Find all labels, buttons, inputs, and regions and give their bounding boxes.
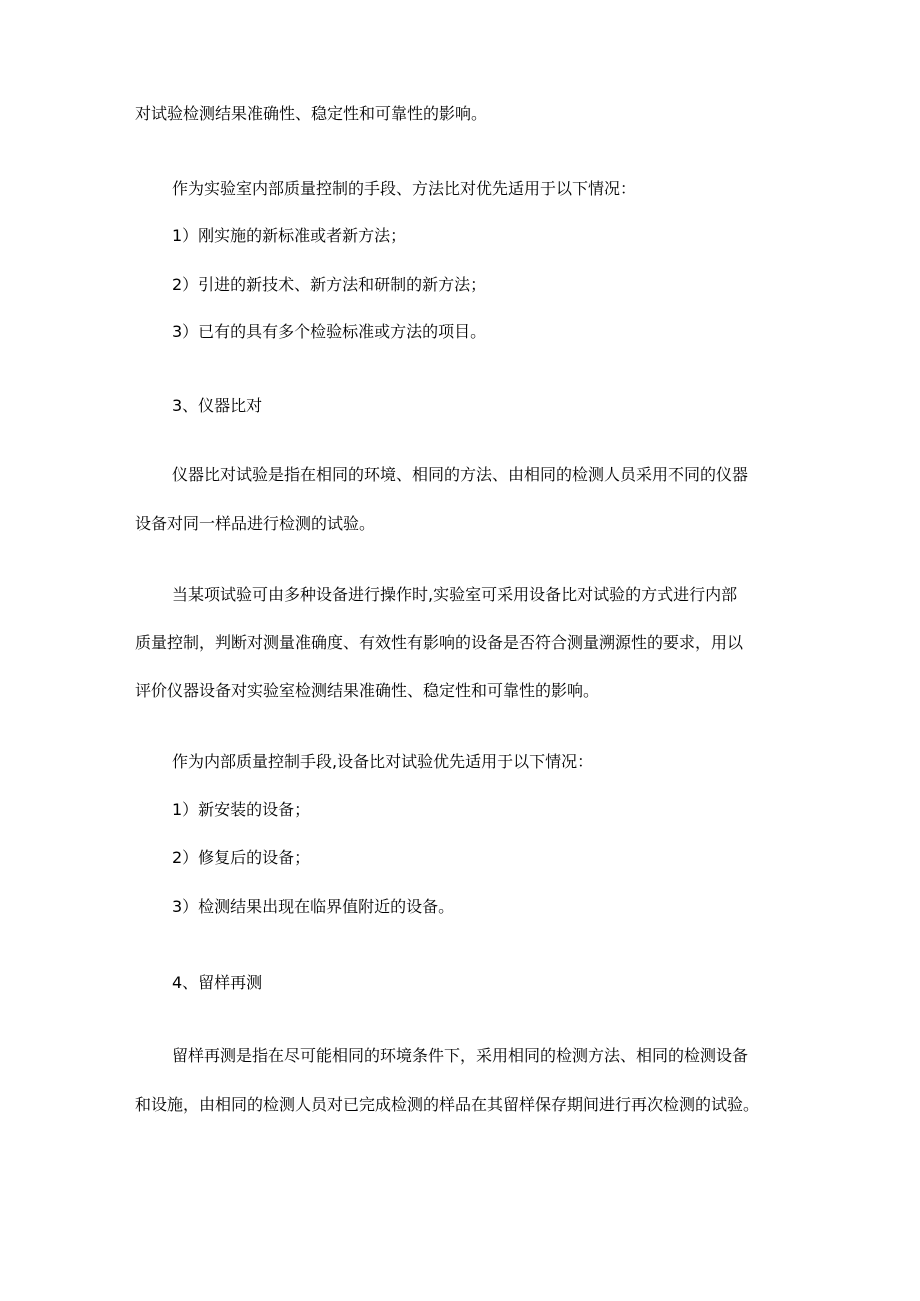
text-line: 留样再测是指在尽可能相同的环境条件下，采用相同的检测方法、相同的检测设备: [172, 1046, 749, 1065]
text-line: 作为实验室内部质量控制的手段、方法比对优先适用于以下情况：: [172, 179, 637, 198]
text-line: 质量控制，判断对测量准确度、有效性有影响的设备是否符合测量溯源性的要求，用以: [135, 633, 744, 652]
text-line: 对试验检测结果准确性、稳定性和可靠性的影响。: [135, 104, 488, 123]
list-item: 1）刚实施的新标准或者新方法；: [172, 226, 407, 245]
text-line: 当某项试验可由多种设备进行操作时,实验室可采用设备比对试验的方式进行内部: [172, 585, 738, 604]
text-line: 作为内部质量控制手段,设备比对试验优先适用于以下情况：: [172, 752, 594, 771]
list-item: 2）引进的新技术、新方法和研制的新方法；: [172, 275, 487, 294]
section-heading: 4、留样再测: [172, 973, 263, 992]
text-line: 仪器比对试验是指在相同的环境、相同的方法、由相同的检测人员采用不同的仪器: [172, 465, 749, 484]
list-item: 3）已有的具有多个检验标准或方法的项目。: [172, 322, 487, 341]
section-heading: 3、仪器比对: [172, 396, 263, 415]
list-item: 1）新安装的设备；: [172, 800, 311, 819]
list-item: 2）修复后的设备；: [172, 848, 311, 867]
text-line: 和设施，由相同的检测人员对已完成检测的样品在其留样保存期间进行再次检测的试验。: [135, 1095, 760, 1114]
text-line: 评价仪器设备对实验室检测结果准确性、稳定性和可靠性的影响。: [135, 681, 600, 700]
list-item: 3）检测结果出现在临界值附近的设备。: [172, 897, 455, 916]
text-line: 设备对同一样品进行检测的试验。: [135, 514, 376, 533]
